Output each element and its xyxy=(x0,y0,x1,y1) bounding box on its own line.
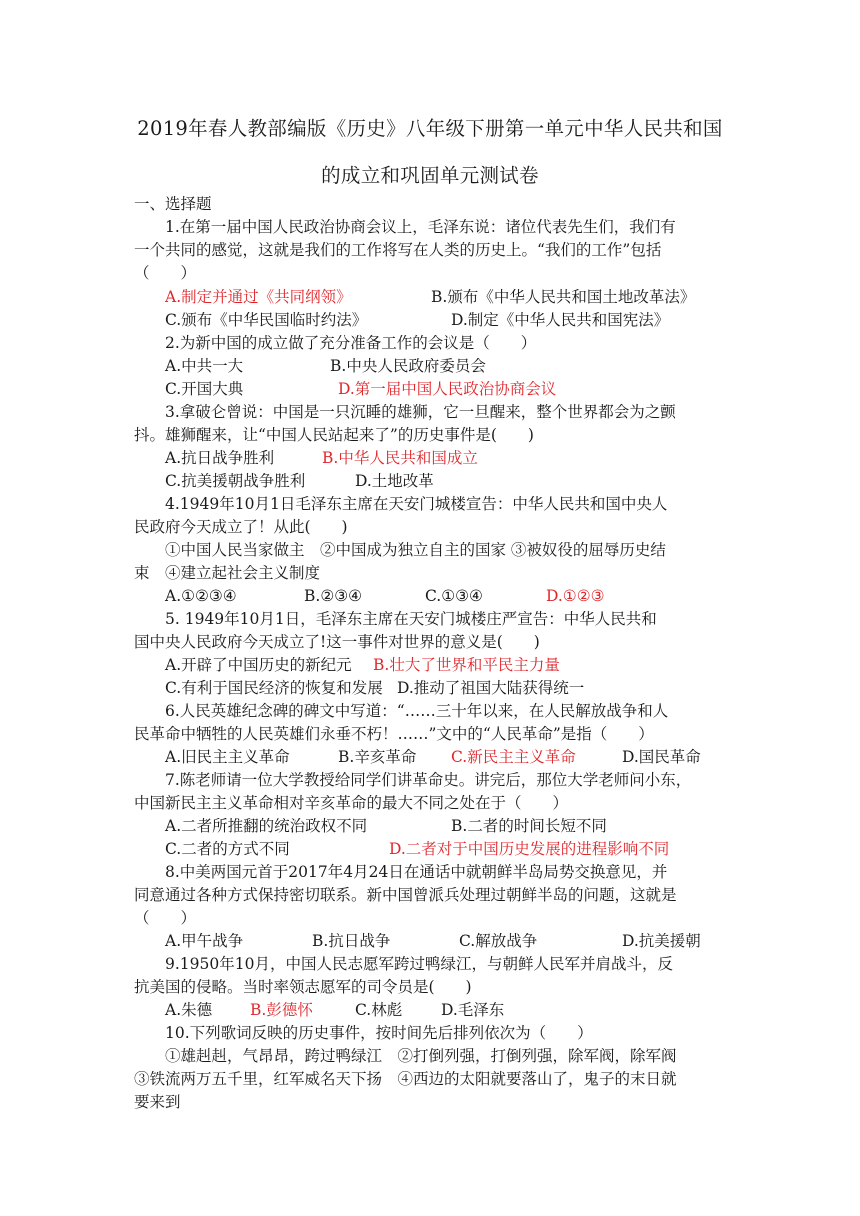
question-text: 4.1949年10月1日毛泽东主席在天安门城楼宣告：中华人民共和国中央人 xyxy=(165,495,668,513)
question-text: 要来到 xyxy=(134,1093,181,1111)
title-line-1: 2019年春人教部编版《历史》八年级下册第一单元中华人民共和国 xyxy=(137,117,723,140)
option-c: C.有利于国民经济的恢复和发展 xyxy=(165,679,383,697)
title-line-2: 的成立和巩固单元测试卷 xyxy=(321,164,539,187)
option-b: B.抗日战争 xyxy=(312,932,391,950)
question-text: 9.1950年10月，中国人民志愿军跨过鸭绿江，与朝鲜人民军并肩战斗，反 xyxy=(165,955,673,973)
question-text: 同意通过各种方式保持密切联系。新中国曾派兵处理过朝鲜半岛的问题，这就是 xyxy=(134,886,677,904)
option-a: A.开辟了中国历史的新纪元 xyxy=(165,656,352,674)
option-a: A.①②③④ xyxy=(165,587,237,605)
option-d: D.土地改革 xyxy=(355,472,434,490)
option-c: C.林彪 xyxy=(355,1001,403,1019)
option-d: D.制定《中华人民共和国宪法》 xyxy=(451,311,670,329)
option-b: B.二者的时间长短不同 xyxy=(451,817,607,835)
question-text: 2.为新中国的成立做了充分准备工作的会议是（ ） xyxy=(165,334,537,352)
option-d: D.推动了祖国大陆获得统一 xyxy=(397,679,585,697)
question-text: 10.下列歌词反映的历史事件，按时间先后排列依次为（ ） xyxy=(165,1024,593,1042)
option-c: C.①③④ xyxy=(425,587,483,605)
option-c: C.开国大典 xyxy=(165,380,244,398)
option-b-answer: B.壮大了世界和平民主力量 xyxy=(373,656,560,674)
option-a: A.抗日战争胜利 xyxy=(165,449,275,467)
question-text: 8.中美两国元首于2017年4月24日在通话中就朝鲜半岛局势交换意见，并 xyxy=(165,863,668,881)
option-d: D.国民革命 xyxy=(622,748,701,766)
option-a-answer: A.制定并通过《共同纲领》 xyxy=(165,288,352,306)
option-b-answer: B.中华人民共和国成立 xyxy=(322,449,478,467)
question-text: 国中央人民政府今天成立了!这一事件对世界的意义是( ) xyxy=(134,633,540,651)
option-c: C.二者的方式不同 xyxy=(165,840,290,858)
option-b: B.颁布《中华人民共和国土地改革法》 xyxy=(431,288,696,306)
question-text: 中国新民主主义革命相对辛亥革命的最大不同之处在于（ ） xyxy=(134,794,569,812)
question-text: 1.在第一届中国人民政治协商会议上，毛泽东说：诸位代表先生们，我们有 xyxy=(165,218,676,236)
option-d-answer: D.第一届中国人民政治协商会议 xyxy=(338,380,557,398)
question-text: 民政府今天成立了！从此( ) xyxy=(134,518,348,536)
option-c-answer: C.新民主主义革命 xyxy=(451,748,576,766)
question-text: （ ） xyxy=(134,909,197,927)
question-text: ③铁流两万五千里，红军威名天下扬 ④西边的太阳就要落山了，鬼子的末日就 xyxy=(134,1070,677,1088)
option-d-answer: D.二者对于中国历史发展的进程影响不同 xyxy=(389,840,670,858)
question-text: 民革命中牺牲的人民英雄们永垂不朽！……”文中的“人民革命”是指（ ） xyxy=(134,725,654,743)
option-c: C.解放战争 xyxy=(459,932,538,950)
question-text: 抖。雄狮醒来，让“中国人民站起来了”的历史事件是( ) xyxy=(134,426,534,444)
option-b: B.中央人民政府委员会 xyxy=(330,357,486,375)
question-text: 6.人民英雄纪念碑的碑文中写道：“……三十年以来，在人民解放战争和人 xyxy=(165,702,669,720)
option-d-answer: D.①②③ xyxy=(546,587,605,605)
question-text: ①雄赳赳，气昂昂，跨过鸭绿江 ②打倒列强，打倒列强，除军阀，除军阀 xyxy=(165,1047,677,1065)
question-text: （ ） xyxy=(134,264,197,282)
option-b: B.②③④ xyxy=(304,587,363,605)
option-d: D.毛泽东 xyxy=(441,1001,505,1019)
option-b: B.辛亥革命 xyxy=(338,748,417,766)
question-text: 5. 1949年10月1日，毛泽东主席在天安门城楼庄严宣告：中华人民共和 xyxy=(165,610,657,628)
question-text: 抗美国的侵略。当时率领志愿军的司令员是( ) xyxy=(134,978,472,996)
question-text: 3.拿破仑曾说：中国是一只沉睡的雄狮，它一旦醒来，整个世界都会为之颤 xyxy=(165,403,676,421)
question-text: 一个共同的感觉，这就是我们的工作将写在人类的历史上。“我们的工作”包括 xyxy=(134,241,662,259)
question-text: 束 ④建立起社会主义制度 xyxy=(134,564,321,582)
option-c: C.抗美援朝战争胜利 xyxy=(165,472,306,490)
option-a: A.旧民主主义革命 xyxy=(165,748,290,766)
option-c: C.颁布《中华民国临时约法》 xyxy=(165,311,368,329)
option-a: A.中共一大 xyxy=(165,357,244,375)
question-text: ①中国人民当家做主 ②中国成为独立自主的国家 ③被奴役的屈辱历史结 xyxy=(165,541,666,559)
section-heading: 一、选择题 xyxy=(134,195,212,213)
option-a: A.朱德 xyxy=(165,1001,213,1019)
option-a: A.甲午战争 xyxy=(165,932,244,950)
option-d: D.抗美援朝 xyxy=(622,932,701,950)
option-b-answer: B.彭德怀 xyxy=(250,1001,313,1019)
option-a: A.二者所推翻的统治政权不同 xyxy=(165,817,368,835)
question-text: 7.陈老师请一位大学教授给同学们讲革命史。讲完后，那位大学老师问小东， xyxy=(165,771,692,789)
